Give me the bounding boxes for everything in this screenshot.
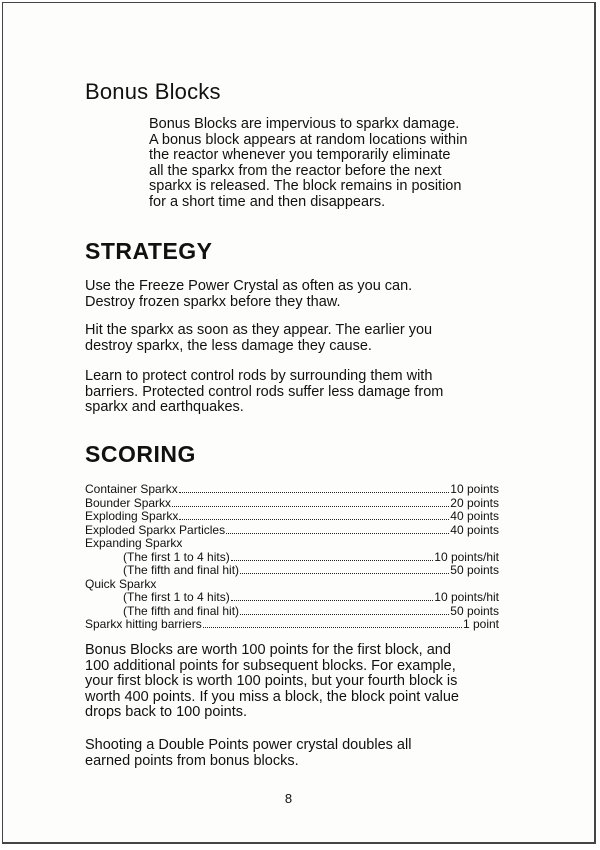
score-value: 20 points bbox=[450, 495, 499, 510]
score-label: Sparkx hitting barriers bbox=[85, 617, 202, 631]
score-row bbox=[85, 497, 499, 511]
text-line: Learn to protect control rods by surrounding them with bbox=[85, 368, 433, 384]
text-line: sparkx and earthquakes. bbox=[85, 399, 244, 416]
strategy-heading: STRATEGY bbox=[85, 238, 213, 264]
scoring-paragraph-2 bbox=[85, 738, 505, 769]
text-line: Bonus Blocks are impervious to sparkx damage. bbox=[149, 116, 460, 132]
score-value: 1 point bbox=[462, 617, 499, 631]
text-line: Shooting a Double Points power crystal doubles all bbox=[85, 737, 412, 753]
text-line: your first block is worth 100 points, but your fourth block is bbox=[85, 673, 458, 690]
manual-page bbox=[2, 2, 596, 844]
score-value: 10 points/hit bbox=[434, 590, 499, 604]
text-line: sparkx is released. The block remains in position bbox=[149, 178, 462, 195]
dot-leader bbox=[240, 564, 449, 574]
score-row bbox=[85, 591, 499, 605]
text-line: earned points from bonus blocks. bbox=[85, 752, 299, 769]
text-line: the reactor whenever you temporarily eliminate bbox=[149, 147, 451, 164]
text-line: all the sparkx from the reactor before the next bbox=[149, 162, 442, 179]
text-line: Bonus Blocks are worth 100 points for the first block, and bbox=[85, 642, 451, 658]
score-value: 50 points bbox=[450, 603, 499, 618]
score-label: Bounder Sparkx bbox=[85, 495, 172, 510]
dot-leader bbox=[226, 524, 449, 534]
score-label: Container Sparkx bbox=[85, 482, 178, 496]
score-group-heading bbox=[85, 537, 499, 551]
strategy-paragraph-3 bbox=[85, 369, 505, 416]
score-label: Exploding Sparkx bbox=[85, 509, 179, 523]
bonus-blocks-heading: Bonus Blocks bbox=[85, 79, 221, 104]
score-label: (The first 1 to 4 hits) bbox=[123, 590, 230, 604]
score-label: Exploded Sparkx Particles bbox=[85, 522, 226, 537]
score-row bbox=[85, 564, 499, 578]
score-row bbox=[85, 551, 499, 565]
dot-leader bbox=[240, 605, 449, 615]
dot-leader bbox=[203, 618, 462, 628]
text-line: 100 additional points for subsequent blocks. For example, bbox=[85, 657, 456, 674]
text-line: worth 400 points. If you miss a block, the block point value bbox=[85, 688, 459, 705]
text-line: for a short time and then disappears. bbox=[149, 193, 386, 210]
text-line: A bonus block appears at random locations within bbox=[149, 131, 468, 148]
score-label: (The fifth and final hit) bbox=[123, 603, 240, 618]
dot-leader bbox=[172, 497, 449, 507]
text-line: barriers. Protected control rods suffer less damage from bbox=[85, 383, 444, 400]
score-row bbox=[85, 524, 499, 538]
score-row bbox=[85, 618, 499, 632]
score-label: Quick Sparkx bbox=[85, 576, 157, 591]
score-row bbox=[85, 605, 499, 619]
scoring-heading: SCORING bbox=[85, 441, 196, 467]
dot-leader bbox=[231, 551, 434, 561]
text-line: Hit the sparkx as soon as they appear. The earlier you bbox=[85, 322, 433, 338]
score-label: (The first 1 to 4 hits) bbox=[123, 549, 230, 564]
text-line: drops back to 100 points. bbox=[85, 704, 248, 721]
page-number-text: 8 bbox=[284, 791, 293, 806]
score-value: 50 points bbox=[450, 563, 499, 577]
strategy-paragraph-1 bbox=[85, 279, 505, 310]
text-line: Destroy frozen sparkx before they thaw. bbox=[85, 293, 341, 310]
dot-leader bbox=[179, 483, 450, 493]
score-group-heading bbox=[85, 578, 499, 592]
score-value: 10 points/hit bbox=[434, 549, 499, 564]
dot-leader bbox=[179, 510, 449, 520]
dot-leader bbox=[231, 591, 434, 601]
bonus-blocks-paragraph bbox=[149, 117, 509, 211]
scoring-table bbox=[85, 483, 499, 632]
score-value: 40 points bbox=[450, 522, 499, 537]
text-line: destroy sparkx, the less damage they cause. bbox=[85, 337, 372, 354]
page-number bbox=[3, 791, 594, 806]
strategy-paragraph-2 bbox=[85, 323, 505, 354]
score-row bbox=[85, 510, 499, 524]
score-label: (The fifth and final hit) bbox=[123, 563, 240, 577]
score-value: 40 points bbox=[450, 509, 499, 523]
score-label: Expanding Sparkx bbox=[85, 536, 183, 550]
scoring-paragraph-1 bbox=[85, 643, 505, 721]
score-row bbox=[85, 483, 499, 497]
text-line: Use the Freeze Power Crystal as often as you can. bbox=[85, 278, 413, 294]
score-value: 10 points bbox=[450, 482, 499, 496]
